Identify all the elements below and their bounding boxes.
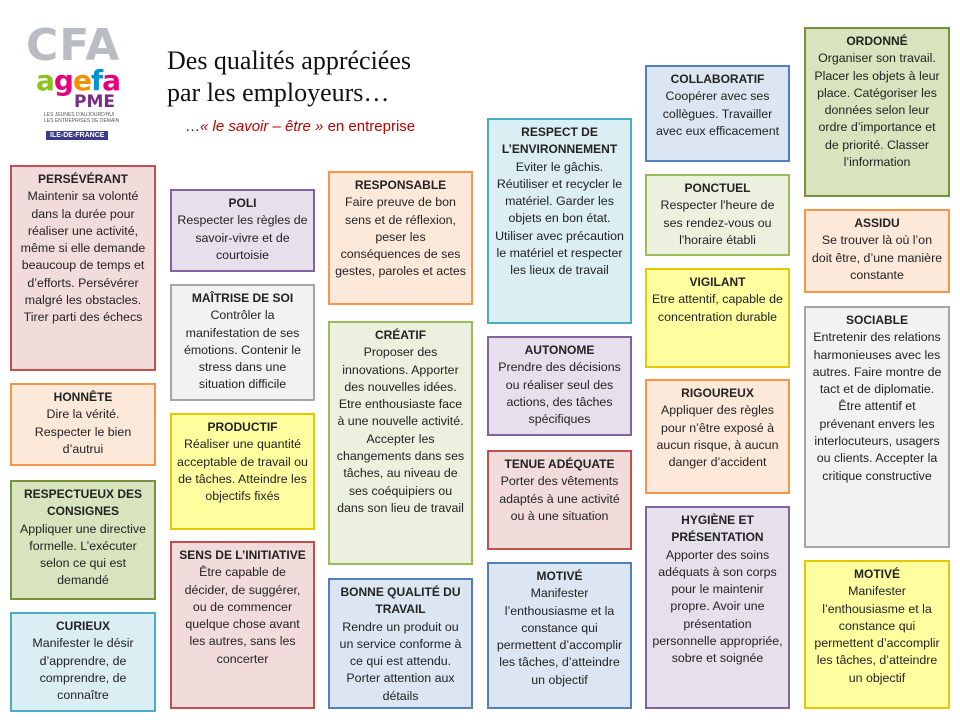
subtitle-rest: en entreprise <box>323 118 416 135</box>
card-text: Contrôler la manifestation de ses émotions. Contenir le stress dans une situation difficile <box>183 308 302 392</box>
card-title: SOCIABLE <box>845 313 908 327</box>
card-title: MOTIVÉ <box>536 569 583 583</box>
page-title <box>167 45 411 109</box>
logo-agefa-letter: a <box>36 64 54 97</box>
card-title: RESPONSABLE <box>354 178 447 192</box>
card-text: Respecter les règles de savoir-vivre et de courtoisie <box>177 213 308 262</box>
card-text: Manifester l’enthousiasme et la constance qui permettent d’accomplir les tâches, d’atteindre un objectif <box>496 586 623 687</box>
card-motive-2 <box>804 560 950 709</box>
card-title: HONNÊTE <box>53 390 113 404</box>
logo-agefa-text <box>36 64 121 97</box>
card-assidu <box>804 209 950 293</box>
subtitle-quote: « le savoir – être » <box>200 118 324 135</box>
page-title-line2: par les employeurs… <box>167 78 390 107</box>
card-title: CURIEUX <box>55 619 110 633</box>
card-text: Apporter des soins adéquats à son corps pour le maintenir propre. Avoir une présentation personnelle appropriée, sobre et soignée <box>652 547 783 666</box>
card-curieux <box>10 612 156 712</box>
card-sens-de-l-initiative <box>170 541 315 709</box>
logo-region-badge: ILE-DE-FRANCE <box>46 131 108 140</box>
card-text: Proposer des innovations. Apporter des nouvelles idées. Etre enthousiaste face à une nouvelle activité. Accepter les changements dans ses tâches, au niveau de ses coéquipiers ou dans son lieu de travail <box>336 345 465 515</box>
card-text: Réaliser une quantité acceptable de travail ou de tâches. Atteindre les objectifs fixés <box>177 437 308 504</box>
card-text: Appliquer des règles pour n’être exposé à aucun risque, à aucun danger d’accident <box>656 403 779 470</box>
logo-agefa-letter: f <box>90 64 103 97</box>
logo-agefa-letter: e <box>72 64 91 97</box>
card-title: BONNE QUALITÉ DU TRAVAIL <box>340 585 461 617</box>
card-title: MOTIVÉ <box>853 567 900 581</box>
card-text: Maintenir sa volonté dans la durée pour réaliser une activité, même si elle demande beaucoup de temps et d’efforts. Persévérer malgré les obstacles. Tirer parti des échecs <box>20 189 146 325</box>
card-text: Faire preuve de bon sens et de réflexion, peser les conséquences de ses gestes, paroles et actes <box>335 195 466 279</box>
cfa-agefa-pme-logo <box>22 20 121 140</box>
card-title: ORDONNÉ <box>846 34 908 48</box>
card-motive <box>487 562 632 709</box>
card-text: Eviter le gâchis. Réutiliser et recycler le matériel. Garder les objets en bon état. Utiliser avec précaution le matériel et respecter les lieux de travail <box>495 159 624 278</box>
card-maitrise-de-soi <box>170 284 315 401</box>
card-title: RESPECT DE L’ENVIRONNEMENT <box>501 125 618 157</box>
card-title: RIGOUREUX <box>681 386 754 400</box>
card-tenue-adequate <box>487 450 632 550</box>
card-text: Respecter l'heure de ses rendez-vous ou l'horaire établi <box>660 198 775 247</box>
card-sociable <box>804 306 950 548</box>
card-text: Manifester l’enthousiasme et la constance qui permettent d’accomplir les tâches, d’atteindre un objectif <box>814 584 940 685</box>
logo-cfa-text: CFA <box>26 20 121 71</box>
card-rigoureux <box>645 379 790 494</box>
card-respect-de-l-environnement <box>487 118 632 324</box>
card-bonne-qualite-du-travail <box>328 578 473 709</box>
card-text: Être capable de décider, de suggérer, ou de commencer quelque chose avant les autres, sans les concerter <box>184 565 301 666</box>
card-text: Entretenir des relations harmonieuses avec les autres. Faire montre de tact et de diplomatie. Être attentif et prévenant envers les interlocuteurs, usagers ou clients. Accepter la critique constructive <box>812 330 942 483</box>
card-vigilant <box>645 268 790 368</box>
card-ordonne <box>804 27 950 197</box>
card-perseverant <box>10 165 156 371</box>
card-title: SENS DE L’INITIATIVE <box>179 548 306 562</box>
card-text: Porter des vêtements adaptés à une activité ou à une situation <box>499 474 620 523</box>
logo-tagline: LES JEUNES D'AUJOURD'HUI LES ENTREPRISES DE DEMAIN <box>44 112 120 124</box>
card-collaboratif <box>645 65 790 162</box>
card-text: Se trouver là où l’on doit être, d’une manière constante <box>811 233 943 282</box>
card-honnete <box>10 383 156 466</box>
card-title: TENUE ADÉQUATE <box>504 457 615 471</box>
card-title: PRODUCTIF <box>207 420 278 434</box>
logo-pme-text: PME <box>74 92 115 112</box>
logo-agefa-letter: a <box>102 64 121 97</box>
card-title: PONCTUEL <box>684 181 751 195</box>
card-text: Rendre un produit ou un service conforme à ce qui est attendu. Porter attention aux détails <box>339 619 462 703</box>
card-productif <box>170 413 315 530</box>
logo-agefa-letter: g <box>53 64 73 97</box>
card-title: MAÎTRISE DE SOI <box>191 291 294 305</box>
card-respectueux-des-consignes <box>10 480 156 600</box>
card-text: Dire la vérité. Respecter le bien d’autrui <box>34 407 132 456</box>
card-text: Prendre des décisions ou réaliser seul des actions, des tâches spécifiques <box>498 360 621 427</box>
card-title: AUTONOME <box>524 343 595 357</box>
card-text: Etre attentif, capable de concentration durable <box>652 292 783 324</box>
page-title-line1: Des qualités appréciées <box>167 46 412 75</box>
card-title: ASSIDU <box>854 216 900 230</box>
card-title: PERSÉVÉRANT <box>37 172 129 186</box>
subtitle-lead: … <box>185 118 200 135</box>
card-title: POLI <box>228 196 257 210</box>
card-text: Organiser son travail. Placer les objets à leur place. Catégoriser les données selon leur ordre d’importance et de priorité. Classer l’information <box>814 51 940 170</box>
card-hygiene-et-presentation <box>645 506 790 709</box>
card-responsable <box>328 171 473 305</box>
page-subtitle <box>185 118 415 135</box>
card-text: Appliquer une directive formelle. L’exécuter selon ce qui est demandé <box>19 521 147 588</box>
card-poli <box>170 189 315 272</box>
card-title: HYGIÈNE ET PRÉSENTATION <box>671 513 764 545</box>
card-text: Coopérer avec ses collègues. Travailler avec eux efficacement <box>655 89 780 138</box>
card-title: RESPECTUEUX DES CONSIGNES <box>23 487 143 519</box>
card-ponctuel <box>645 174 790 256</box>
card-title: VIGILANT <box>689 275 746 289</box>
card-creatif <box>328 321 473 565</box>
card-title: CRÉATIF <box>374 328 427 342</box>
card-autonome <box>487 336 632 436</box>
card-title: COLLABORATIF <box>670 72 765 86</box>
card-text: Manifester le désir d’apprendre, de comprendre, de connaître <box>32 636 134 703</box>
